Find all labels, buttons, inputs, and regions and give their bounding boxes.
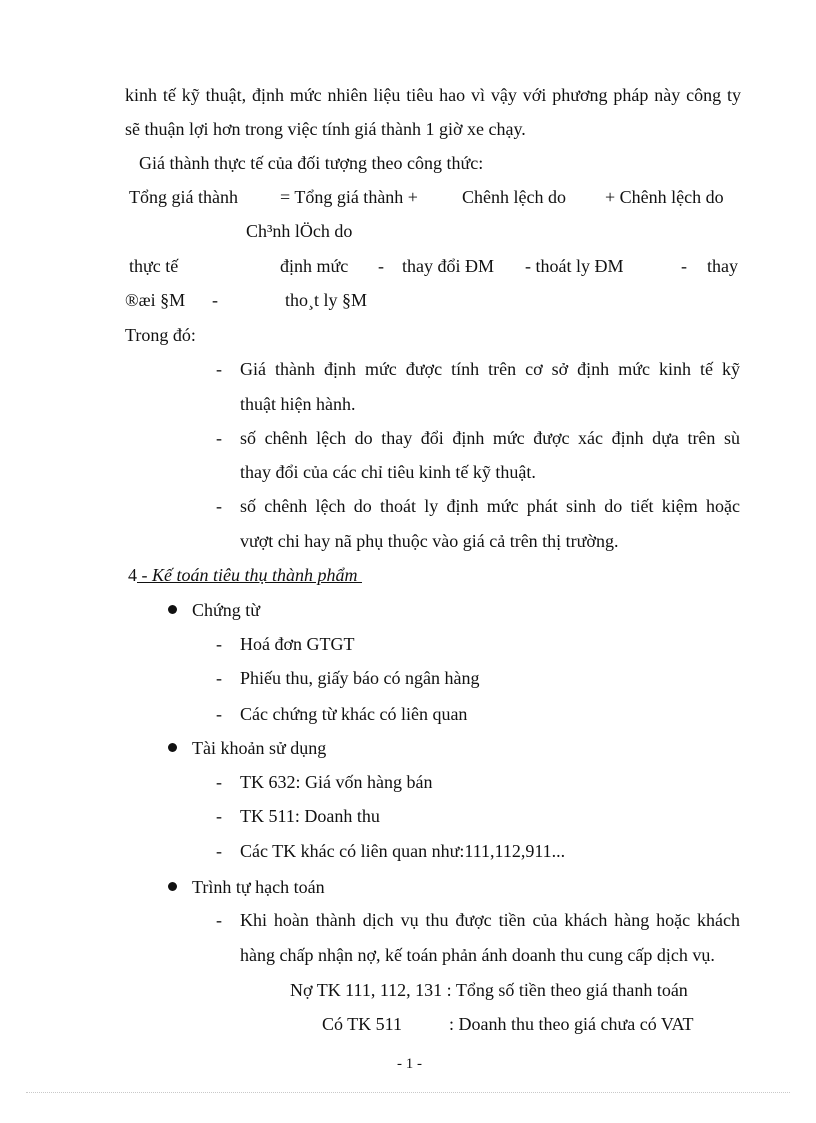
section-title: - Kế toán tiêu thụ thành phẩm: [137, 565, 362, 585]
formula-term: thay: [707, 256, 738, 276]
list-item: Các chứng từ khác có liên quan: [240, 704, 468, 724]
list-item: hàng chấp nhận nợ, kế toán phản ánh doanh thu cung cấp dịch vụ.: [240, 945, 715, 965]
body-line: kinh tế kỹ thuật, định mức nhiên liệu tiêu hao vì vậy với phương pháp này công ty: [125, 85, 741, 105]
bullet-icon: [168, 605, 177, 614]
formula-term: thực tế: [129, 256, 179, 276]
journal-credit-desc: : Doanh thu theo giá chưa có VAT: [449, 1014, 694, 1034]
list-item: số chênh lệch do thay đổi định mức được xác định dựa trên sù: [240, 428, 740, 448]
list-item: thay đổi của các chỉ tiêu kinh tế kỹ thuật.: [240, 462, 536, 482]
formula-term: - thoát ly ĐM: [525, 256, 624, 276]
page-number: - 1 -: [397, 1056, 422, 1072]
list-item: số chênh lệch do thoát ly định mức phát sinh do tiết kiệm hoặc: [240, 496, 740, 516]
formula-term: Chênh lệch do: [462, 187, 566, 207]
list-dash: -: [216, 496, 222, 516]
list-dash: -: [216, 806, 222, 826]
formula-term: -: [378, 256, 384, 276]
formula-term: = Tổng giá thành +: [280, 187, 418, 207]
body-line: Giá thành thực tế của đối tượng theo công thức:: [139, 153, 484, 173]
formula-term: + Chênh lệch do: [605, 187, 724, 207]
formula-term: ®æi §M: [125, 290, 186, 310]
formula-term: Tổng giá thành: [129, 187, 238, 207]
group-title: Tài khoản sử dụng: [192, 738, 327, 758]
list-dash: -: [216, 668, 222, 688]
list-dash: -: [216, 634, 222, 654]
formula-term: thay đổi ĐM: [402, 256, 494, 276]
list-dash: -: [216, 428, 222, 448]
where-label: Trong đó:: [125, 325, 196, 345]
list-item: thuật hiện hành.: [240, 394, 356, 414]
list-dash: -: [216, 772, 222, 792]
list-item: Các TK khác có liên quan như:111,112,911...: [240, 841, 566, 861]
formula-term: -: [681, 256, 687, 276]
page-bottom-rule: [26, 1092, 790, 1093]
group-title: Trình tự hạch toán: [192, 877, 325, 897]
formula-term: định mức: [280, 256, 349, 276]
list-item: Khi hoàn thành dịch vụ thu được tiền của khách hàng hoặc khách: [240, 910, 740, 930]
bullet-icon: [168, 882, 177, 891]
formula-term: Ch³nh lÖch do: [246, 221, 353, 241]
list-item: Phiếu thu, giấy báo có ngân hàng: [240, 668, 480, 688]
bullet-icon: [168, 743, 177, 752]
section-number: 4: [128, 565, 137, 585]
formula-term: tho¸t ly §M: [285, 290, 368, 310]
list-dash: -: [216, 841, 222, 861]
list-item: TK 511: Doanh thu: [240, 806, 380, 826]
body-line: sẽ thuận lợi hơn trong việc tính giá thành 1 giờ xe chạy.: [125, 119, 526, 139]
list-dash: -: [216, 359, 222, 379]
list-item: Giá thành định mức được tính trên cơ sở định mức kinh tế kỹ: [240, 359, 740, 379]
section-heading: [128, 566, 362, 584]
list-item: vượt chi hay nã phụ thuộc vào giá cả trên thị trường.: [240, 531, 619, 551]
list-dash: -: [216, 704, 222, 724]
list-item: Hoá đơn GTGT: [240, 634, 355, 654]
formula-term: -: [212, 290, 218, 310]
group-title: Chứng từ: [192, 600, 261, 620]
journal-credit-account: Có TK 511: [322, 1014, 403, 1034]
list-dash: -: [216, 910, 222, 930]
journal-debit: Nợ TK 111, 112, 131 : Tổng số tiền theo giá thanh toán: [290, 980, 688, 1000]
list-item: TK 632: Giá vốn hàng bán: [240, 772, 433, 792]
